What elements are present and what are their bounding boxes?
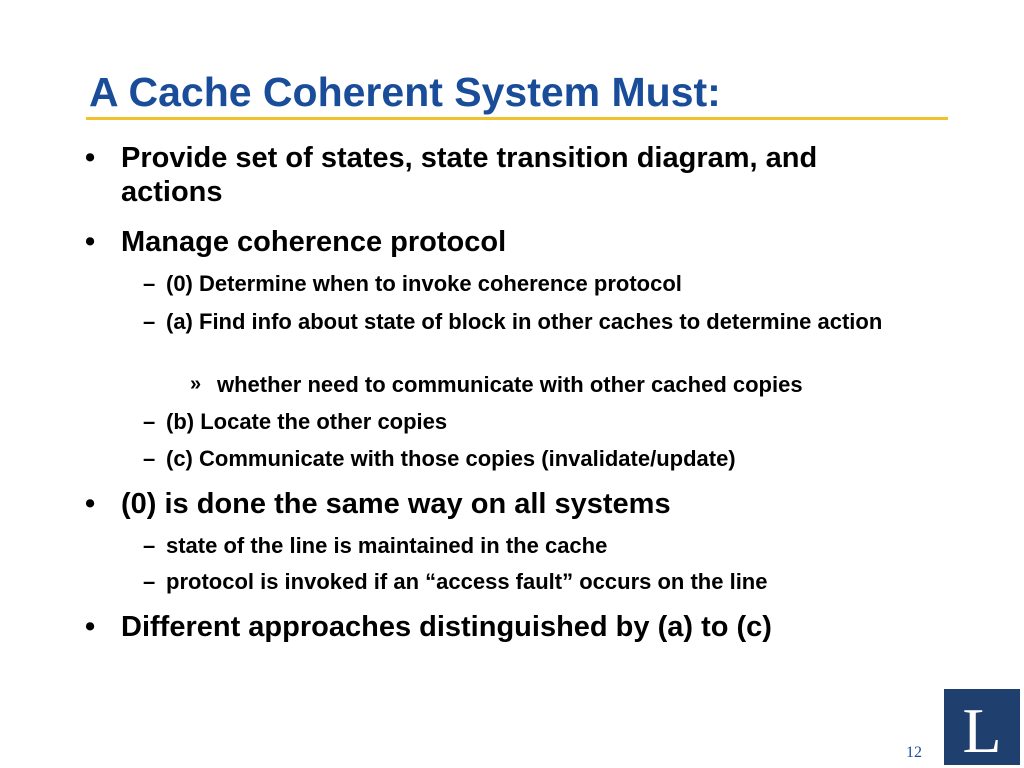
bullet-item — [85, 141, 925, 209]
bullet-marker: • — [85, 611, 96, 643]
svg-text:L: L — [962, 695, 1002, 765]
sub-bullet-text: state of the line is maintained in the cache — [166, 533, 608, 558]
sub-bullet-text: protocol is invoked if an “access fault” occurs on the line — [166, 569, 768, 594]
bullet-item — [85, 610, 925, 644]
bullet-text: Provide set of states, state transition diagram, and actions — [121, 142, 818, 208]
dash-marker: – — [143, 409, 156, 434]
sub-bullet-item — [143, 569, 943, 595]
dash-marker: – — [143, 309, 156, 334]
sub-bullet-text: (a) Find info about state of block in other caches to determine action — [166, 309, 883, 334]
sub-bullet-item — [143, 533, 943, 559]
slide-title: A Cache Coherent System Must: — [89, 69, 721, 115]
sub-sub-bullet-item — [190, 372, 930, 398]
bullet-marker: • — [85, 142, 96, 174]
sub-bullet-item — [143, 271, 943, 297]
dash-marker: – — [143, 533, 156, 558]
bullet-item — [85, 487, 925, 521]
dash-marker: – — [143, 569, 156, 594]
sub-bullet-text: (b) Locate the other copies — [166, 409, 448, 434]
sub-sub-bullet-text: whether need to communicate with other cached copies — [217, 372, 803, 397]
chevron-marker: » — [190, 373, 202, 395]
sub-bullet-item — [143, 446, 943, 472]
dash-marker: – — [143, 446, 156, 471]
title-underline — [86, 117, 948, 120]
bullet-text: (0) is done the same way on all systems — [121, 488, 671, 520]
sub-bullet-item — [143, 409, 943, 435]
bullet-item — [85, 225, 925, 259]
sub-bullet-text: (0) Determine when to invoke coherence protocol — [166, 271, 682, 296]
bullet-marker: • — [85, 226, 96, 258]
dash-marker: – — [143, 271, 156, 296]
bullet-marker: • — [85, 488, 96, 520]
sub-bullet-item — [143, 309, 943, 335]
university-logo — [944, 689, 1020, 765]
sub-bullet-text: (c) Communicate with those copies (invalidate/update) — [166, 446, 736, 471]
page-number: 12 — [906, 744, 922, 761]
bullet-text: Different approaches distinguished by (a) to (c) — [121, 611, 772, 643]
bullet-text: Manage coherence protocol — [121, 226, 507, 258]
logo-letter-graphic — [944, 689, 1020, 765]
